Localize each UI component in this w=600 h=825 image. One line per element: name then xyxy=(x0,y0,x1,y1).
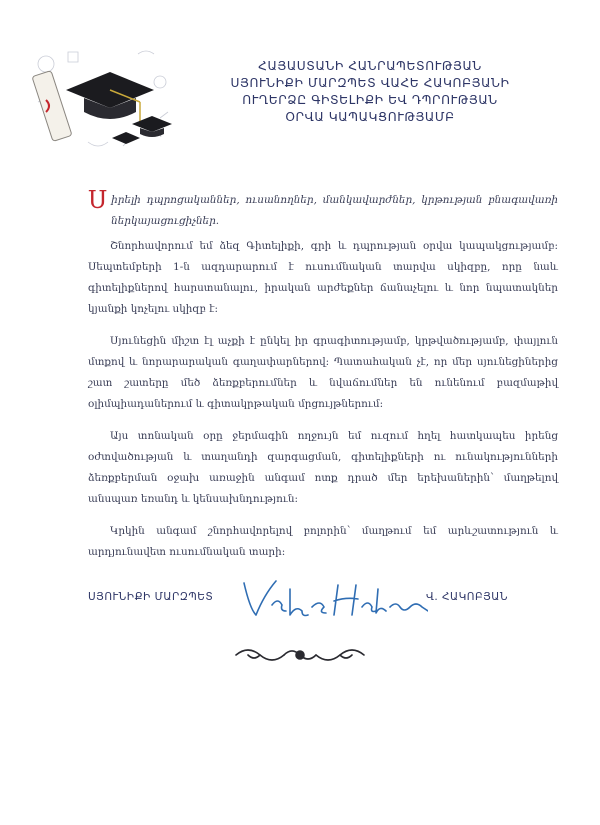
ornament-divider-icon xyxy=(232,642,368,668)
paragraph-2: Սյունեցին միշտ էլ աչքի է ընկել իր գրագիտությամբ, կրթվածությամբ, փայլուն մտքով և նորարարական գաղափարներով: Պատահական չէ, որ մեր սյունեցիներից շատ շատերը մեծ ձեռքբերումներ և նվաճումներ են ունենում բազմաթիվ օլիմպիադաներում և գիտակրթական մրցույթներում: xyxy=(88,335,558,410)
greeting xyxy=(88,186,558,232)
signature-name: Վ. ՀԱԿՈԲՅԱՆ xyxy=(425,591,508,603)
header-line-4: ՕՐՎԱ ԿԱՊԱԿՑՈՒԹՅԱՄԲ xyxy=(285,110,455,124)
paragraph-1: Շնորհավորում եմ ձեզ Գիտելիքի, գրի և դպրության օրվա կապակցությամբ: Սեպտեմբերի 1-ն ազդարարում է ուսումնական տարվա սկիզբը, որը նաև գիտելիքներով հարստանալու, իրական արժեքներ ճանաչելու և նոր նպատակներ կյանքի կոչելու սկիզբ է: xyxy=(88,240,558,315)
header-line-2: ՍՅՈՒՆԻՔԻ ՄԱՐԶՊԵՏ ՎԱՀԵ ՀԱԿՈԲՅԱՆԻ xyxy=(230,76,510,90)
greeting-text: իրելի դպրոցականներ, ուսանողներ, մանկավարժներ, կրթության բնագավառի ներկայացուցիչներ. xyxy=(111,194,558,227)
letter-body xyxy=(88,186,558,574)
letter-header xyxy=(175,58,565,126)
signature-block xyxy=(88,575,558,625)
handwritten-signature xyxy=(238,575,428,625)
paragraph-4: Կրկին անգամ շնորհավորելով բոլորին՝ մաղթում եմ արևշատություն և արդյունավետ ուսումնական տարի: xyxy=(88,525,558,558)
header-line-1: ՀԱՅԱՍՏԱՆԻ ՀԱՆՐԱՊԵՏՈՒԹՅԱՆ xyxy=(258,59,482,73)
paragraph-3: Այս տոնական օրը ջերմագին ողջույն եմ ուզում հղել հատկապես իրենց օժտվածության և տաղանդի զարգացման, գիտելիքների ու ունակությունների ձեռքբերման օջախ առաջին անգամ ոտք դրած մեր երեխաներին՝ մաղթելով անսպառ եռանդ և կենսախնդություն: xyxy=(88,430,558,505)
signature-title: ՍՅՈՒՆԻՔԻ ՄԱՐԶՊԵՏ xyxy=(88,591,214,603)
header-line-3: ՈՒՂԵՐՁԸ ԳԻՏԵԼԻՔԻ ԵՎ ԴՊՐՈՒԹՅԱՆ xyxy=(242,93,498,107)
graduation-cap-icon xyxy=(28,42,178,160)
diploma-scroll-icon xyxy=(32,71,72,142)
greeting-dropcap: Ս xyxy=(88,186,108,214)
